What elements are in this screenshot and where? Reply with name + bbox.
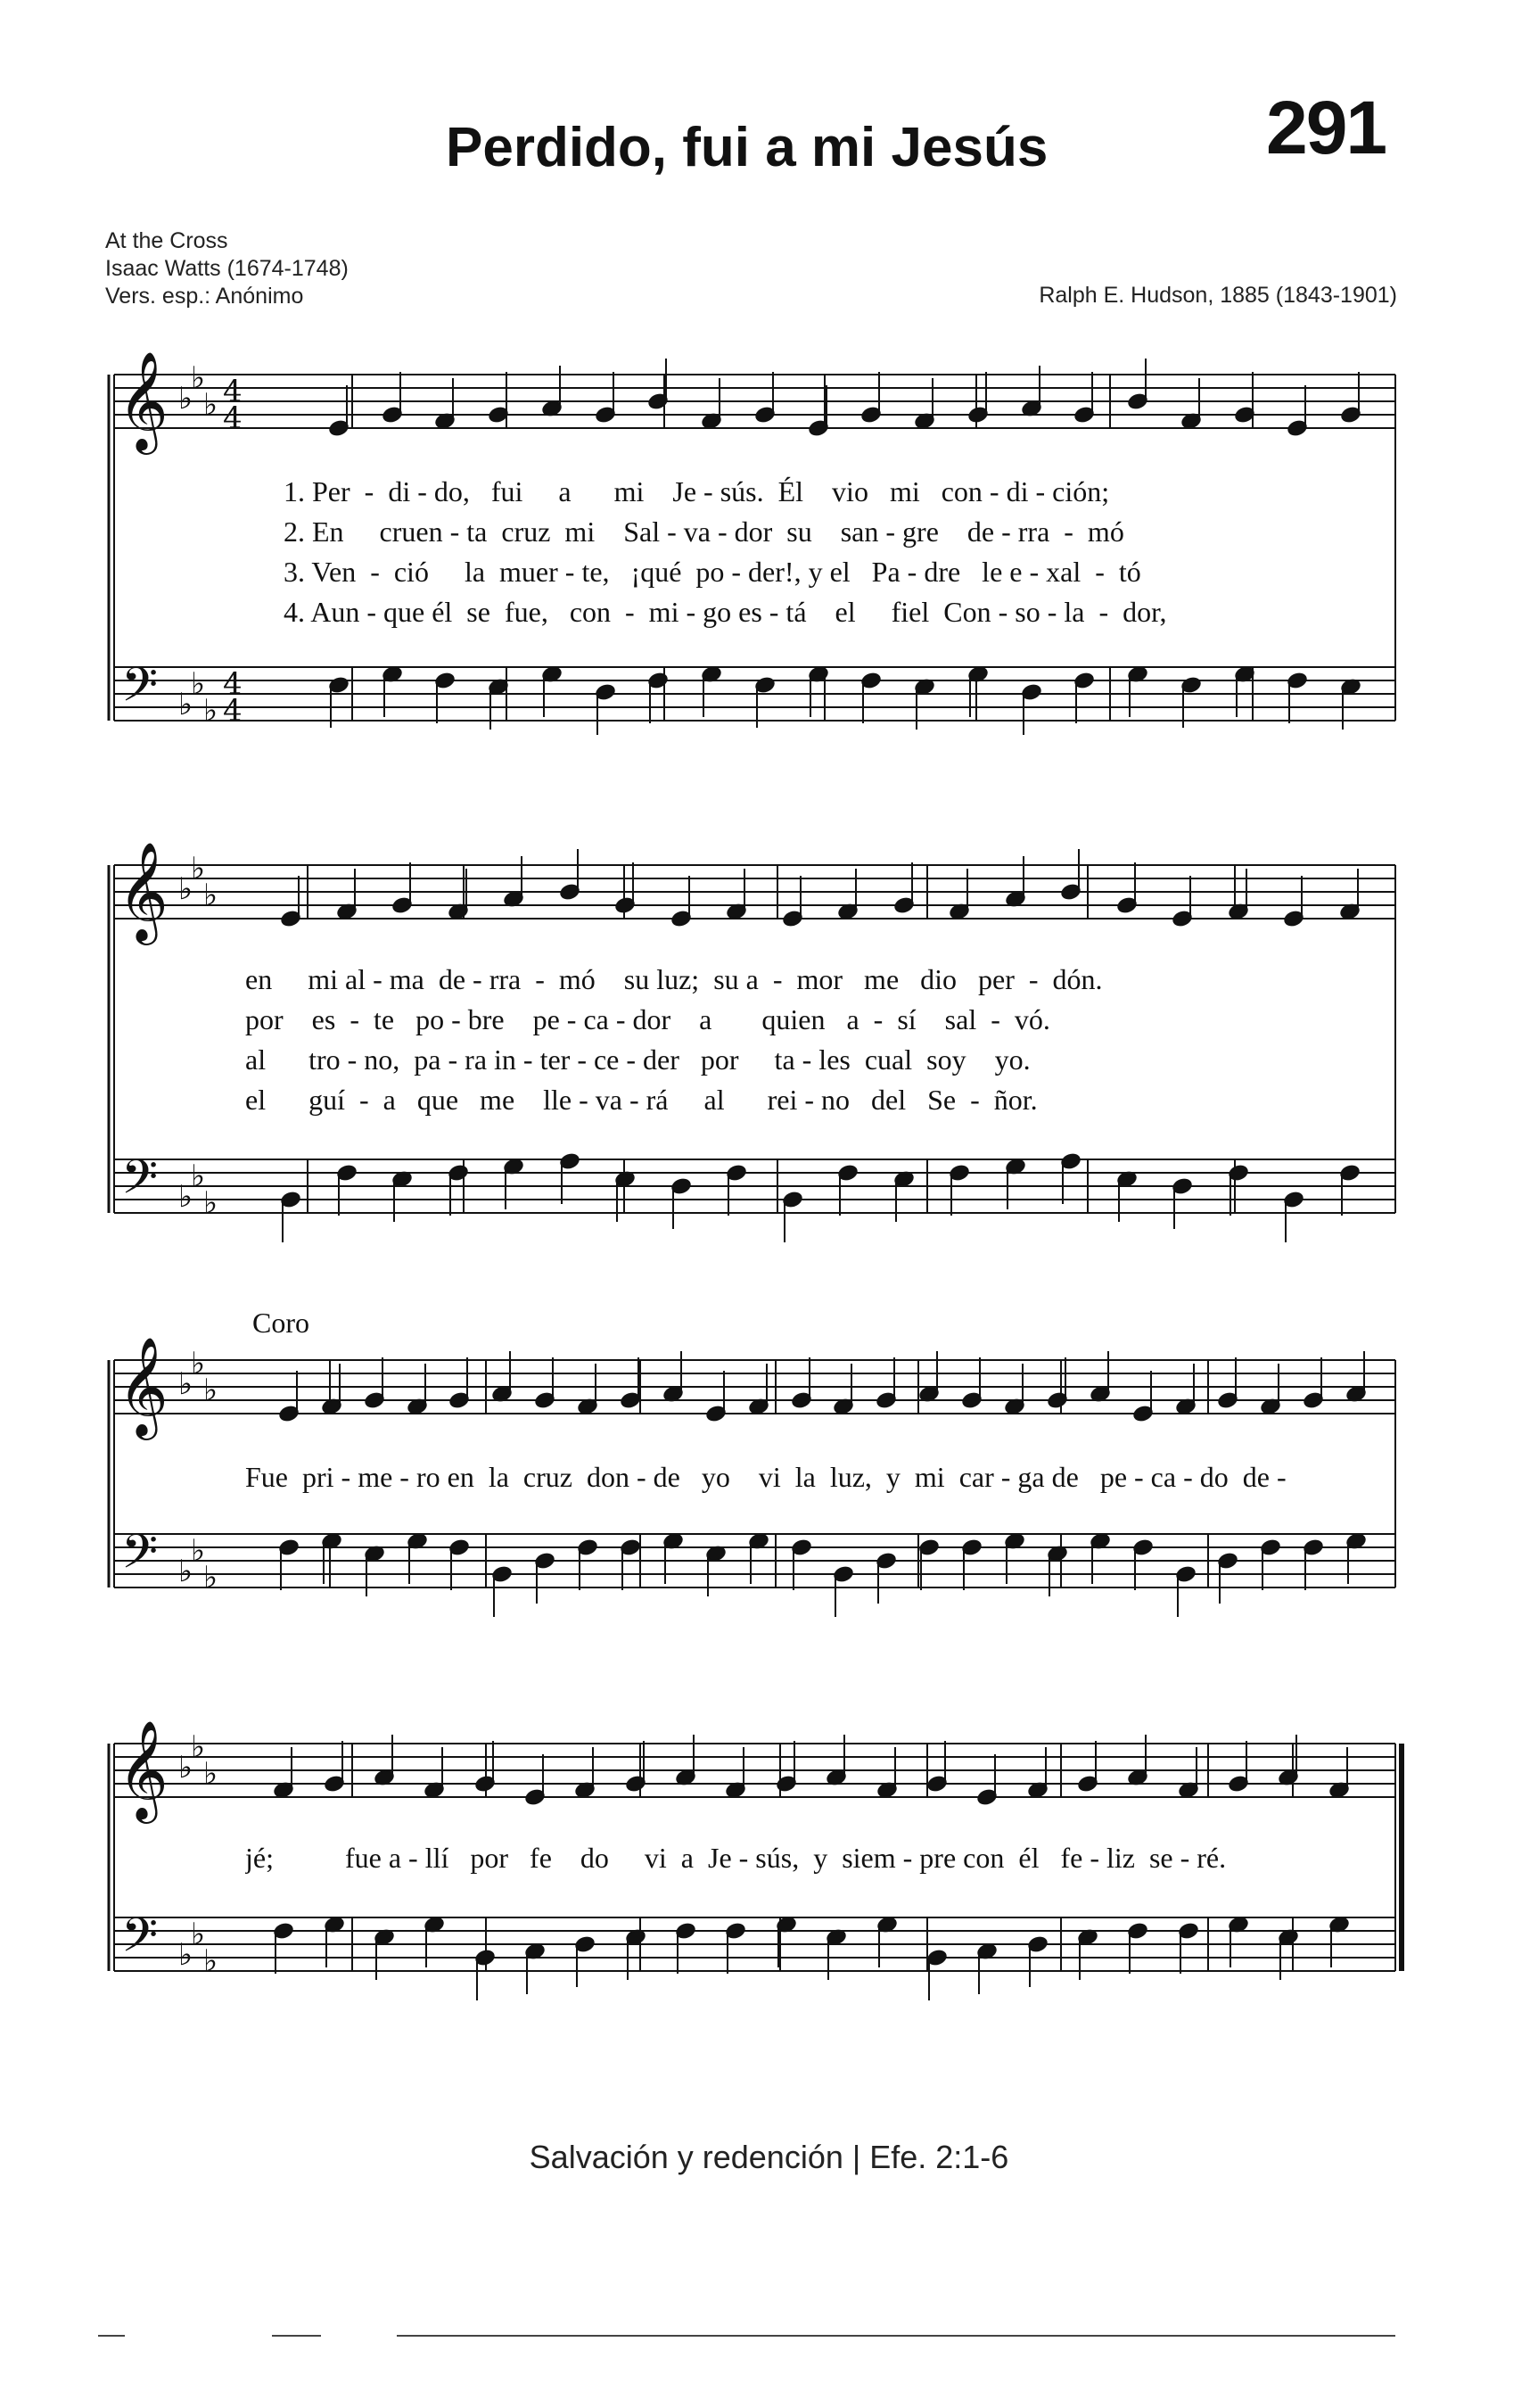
flat-icon: ♭ [191, 1346, 206, 1381]
flat-icon: ♭ [203, 1756, 218, 1792]
tune-name: At the Cross [105, 228, 228, 253]
bottom-rule [272, 2335, 321, 2337]
composer-credit: Ralph E. Hudson, 1885 (1843-1901) [1039, 283, 1397, 308]
time-signature: 4 [223, 374, 243, 409]
flat-icon: ♭ [203, 1373, 218, 1408]
hymn-title: Perdido, fui a mi Jesús [446, 117, 1049, 178]
flat-icon: ♭ [191, 666, 206, 702]
lyric-line: por es - te po - bre pe - ca - dor a quien a - sí sal - vó. [245, 1003, 1050, 1035]
flat-icon: ♭ [191, 360, 206, 396]
bass-clef-icon: 𝄢 [121, 1150, 159, 1216]
flat-icon: ♭ [178, 1750, 193, 1785]
flat-icon: ♭ [191, 851, 206, 887]
lyric-line: 1. Per - di - do, fui a mi Je - sús. Él vio mi con - di - ción; [284, 475, 1110, 507]
flat-icon: ♭ [191, 1729, 206, 1765]
time-signature: 4 [223, 400, 243, 436]
time-signature: 4 [223, 666, 243, 702]
text-author: Isaac Watts (1674-1748) [105, 256, 349, 281]
flat-icon: ♭ [191, 1917, 206, 1952]
footer-category: Salvación y redención | Efe. 2:1-6 [529, 2139, 1009, 2175]
flat-icon: ♭ [203, 1185, 218, 1221]
bass-clef-icon: 𝄢 [121, 1525, 159, 1591]
flat-icon: ♭ [191, 1533, 206, 1569]
treble-clef-icon: 𝄞 [118, 841, 169, 941]
flat-icon: ♭ [203, 693, 218, 729]
flat-icon: ♭ [178, 1366, 193, 1402]
lyric-line: al tro - no, pa - ra in - ter - ce - der por ta - les cual soy yo. [245, 1043, 1031, 1076]
flat-icon: ♭ [203, 1943, 218, 1979]
lyric-line: 2. En cruen - ta cruz mi Sal - va - dor su san - gre de - rra - mó [284, 515, 1124, 548]
flat-icon: ♭ [178, 1179, 193, 1215]
translation-credit: Vers. esp.: Anónimo [105, 284, 304, 309]
lyric-line: 4. Aun - que él se fue, con - mi - go es - tá el fiel Con - so - la - dor, [284, 596, 1167, 628]
flat-icon: ♭ [203, 1560, 218, 1596]
treble-clef-icon: 𝄞 [118, 1719, 169, 1819]
flat-icon: ♭ [178, 381, 193, 416]
chorus-label: Coro [252, 1307, 309, 1339]
bottom-rule [397, 2335, 1395, 2337]
flat-icon: ♭ [203, 387, 218, 423]
flat-icon: ♭ [178, 687, 193, 722]
flat-icon: ♭ [178, 871, 193, 907]
lyric-line: el guí - a que me lle - va - rá al rei - no del Se - ñor. [245, 1084, 1038, 1116]
time-signature: 4 [223, 693, 243, 729]
lyric-line: 3. Ven - ció la muer - te, ¡qué po - der!, y el Pa - dre le e - xal - tó [284, 556, 1141, 588]
bottom-rule [98, 2335, 125, 2337]
hymn-number: 291 [1266, 86, 1386, 169]
bass-clef-icon: 𝄢 [121, 658, 159, 724]
lyric-line: Fue pri - me - ro en la cruz don - de yo vi la luz, y mi car - ga de pe - ca - do de - [245, 1461, 1287, 1493]
lyric-line: jé; fue a - llí por fe do vi a Je - sús, y siem - pre con él fe - liz se - ré. [245, 1842, 1227, 1874]
treble-clef-icon: 𝄞 [118, 350, 169, 450]
flat-icon: ♭ [178, 1937, 193, 1973]
bass-clef-icon: 𝄢 [121, 1909, 159, 1975]
flat-icon: ♭ [178, 1554, 193, 1589]
treble-clef-icon: 𝄞 [118, 1336, 169, 1436]
lyric-line: en mi al - ma de - rra - mó su luz; su a - mor me dio per - dón. [245, 963, 1103, 995]
flat-icon: ♭ [203, 878, 218, 913]
flat-icon: ♭ [191, 1159, 206, 1194]
